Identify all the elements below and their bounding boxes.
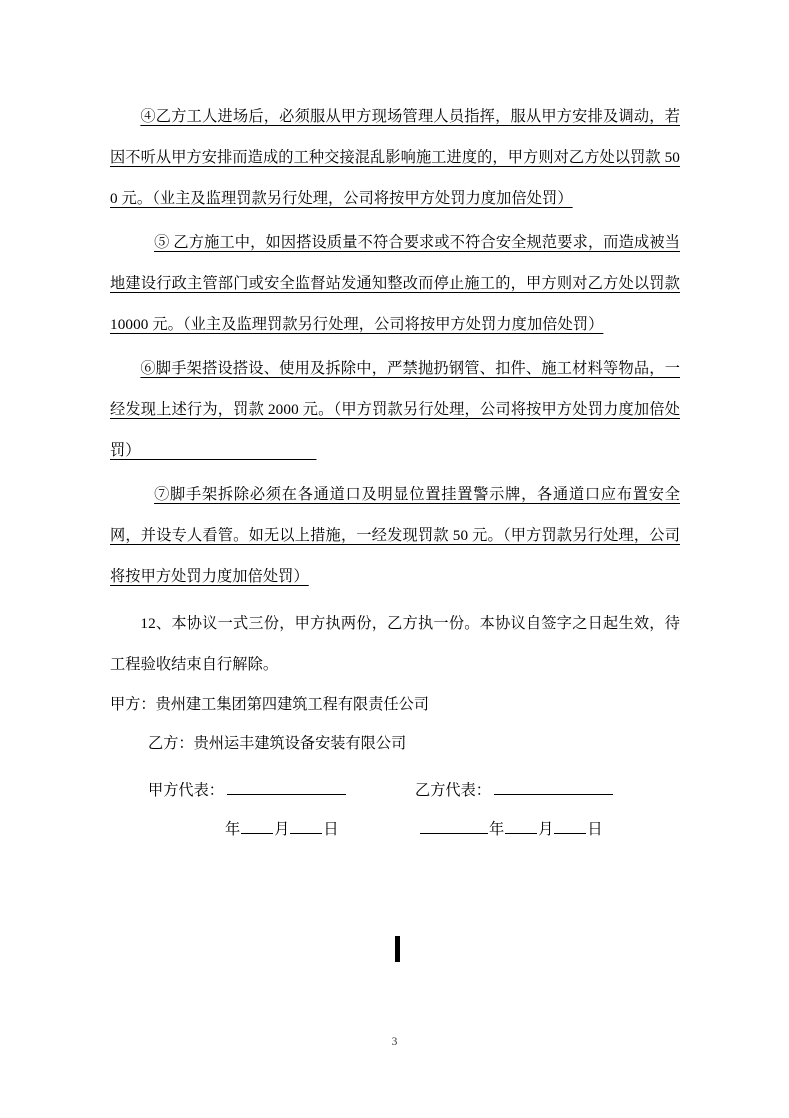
party-b-date-lead-blank[interactable] bbox=[420, 818, 488, 834]
document-body bbox=[110, 96, 680, 853]
clause-paragraph-7: ⑦脚手架拆除必须在各通道口及明显位置挂置警示牌，各通道口应布置安全网，并设专人看管。如无以上措施，一经发现罚款 50 元。（甲方罚款另行处理，公司将按甲方处罚力度加倍处罚） bbox=[110, 486, 680, 585]
clause-paragraph-6: ⑥脚手架搭设搭设、使用及拆除中，严禁抛扔钢管、扣件、施工材料等物品，一经发现上述行为，罚款 2000 元。（甲方罚款另行处理，公司将按甲方处罚力度加倍处罚） bbox=[110, 360, 680, 459]
party-b-date-field bbox=[420, 810, 603, 849]
party-b-representative-label: 乙方代表： bbox=[415, 782, 491, 799]
party-b-signature-blank[interactable] bbox=[494, 779, 613, 795]
party-a-date-month-label: 月 bbox=[274, 821, 290, 838]
signature-block bbox=[110, 771, 680, 853]
party-a-line: 甲方：贵州建工集团第四建筑工程有限责任公司 bbox=[110, 696, 429, 713]
party-a-date-day-label: 日 bbox=[323, 821, 339, 838]
party-b-date-month-blank[interactable] bbox=[554, 818, 586, 834]
signature-name-row bbox=[110, 771, 680, 810]
signature-date-row bbox=[110, 810, 680, 849]
party-a-representative-label: 甲方代表： bbox=[148, 782, 224, 799]
party-a-date-year-blank[interactable] bbox=[241, 818, 273, 834]
party-b-date-day-label: 日 bbox=[587, 821, 603, 838]
clause-paragraph-5: ⑤ 乙方施工中，如因搭设质量不符合要求或不符合安全规范要求，而造成被当地建设行政主管部门或安全监督站发通知整改而停止施工的，甲方则对乙方处以罚款 10000 元。（业主及监理罚款另行处理，公司将按甲方处罚力度加倍处罚） bbox=[110, 234, 680, 333]
party-a-representative-field bbox=[148, 771, 346, 810]
page-number: 3 bbox=[391, 1036, 398, 1048]
clause-paragraph-12: 12、本协议一式三份，甲方执两份，乙方执一份。本协议自签字之日起生效，待工程验收结束自行解除。 bbox=[110, 615, 680, 673]
party-b-line: 乙方：贵州运丰建筑设备安装有限公司 bbox=[148, 735, 407, 752]
party-a-date-year-label: 年 bbox=[225, 821, 241, 838]
party-a-date-field bbox=[225, 810, 339, 849]
clause-paragraph-4: ④乙方工人进场后，必须服从甲方现场管理人员指挥，服从甲方安排及调动，若因不听从甲方安排而造成的工种交接混乱影响施工进度的，甲方则对乙方处以罚款 500 元。（业主及监理罚款另行处理，公司将按甲方处罚力度加倍处罚） bbox=[110, 108, 680, 207]
text-cursor-caret bbox=[395, 936, 400, 962]
party-a-date-month-blank[interactable] bbox=[290, 818, 322, 834]
party-a-signature-blank[interactable] bbox=[227, 779, 346, 795]
party-b-date-year-blank[interactable] bbox=[505, 818, 537, 834]
party-b-date-year-label: 年 bbox=[489, 821, 505, 838]
party-b-date-month-label: 月 bbox=[538, 821, 554, 838]
party-b-representative-field bbox=[415, 771, 613, 810]
